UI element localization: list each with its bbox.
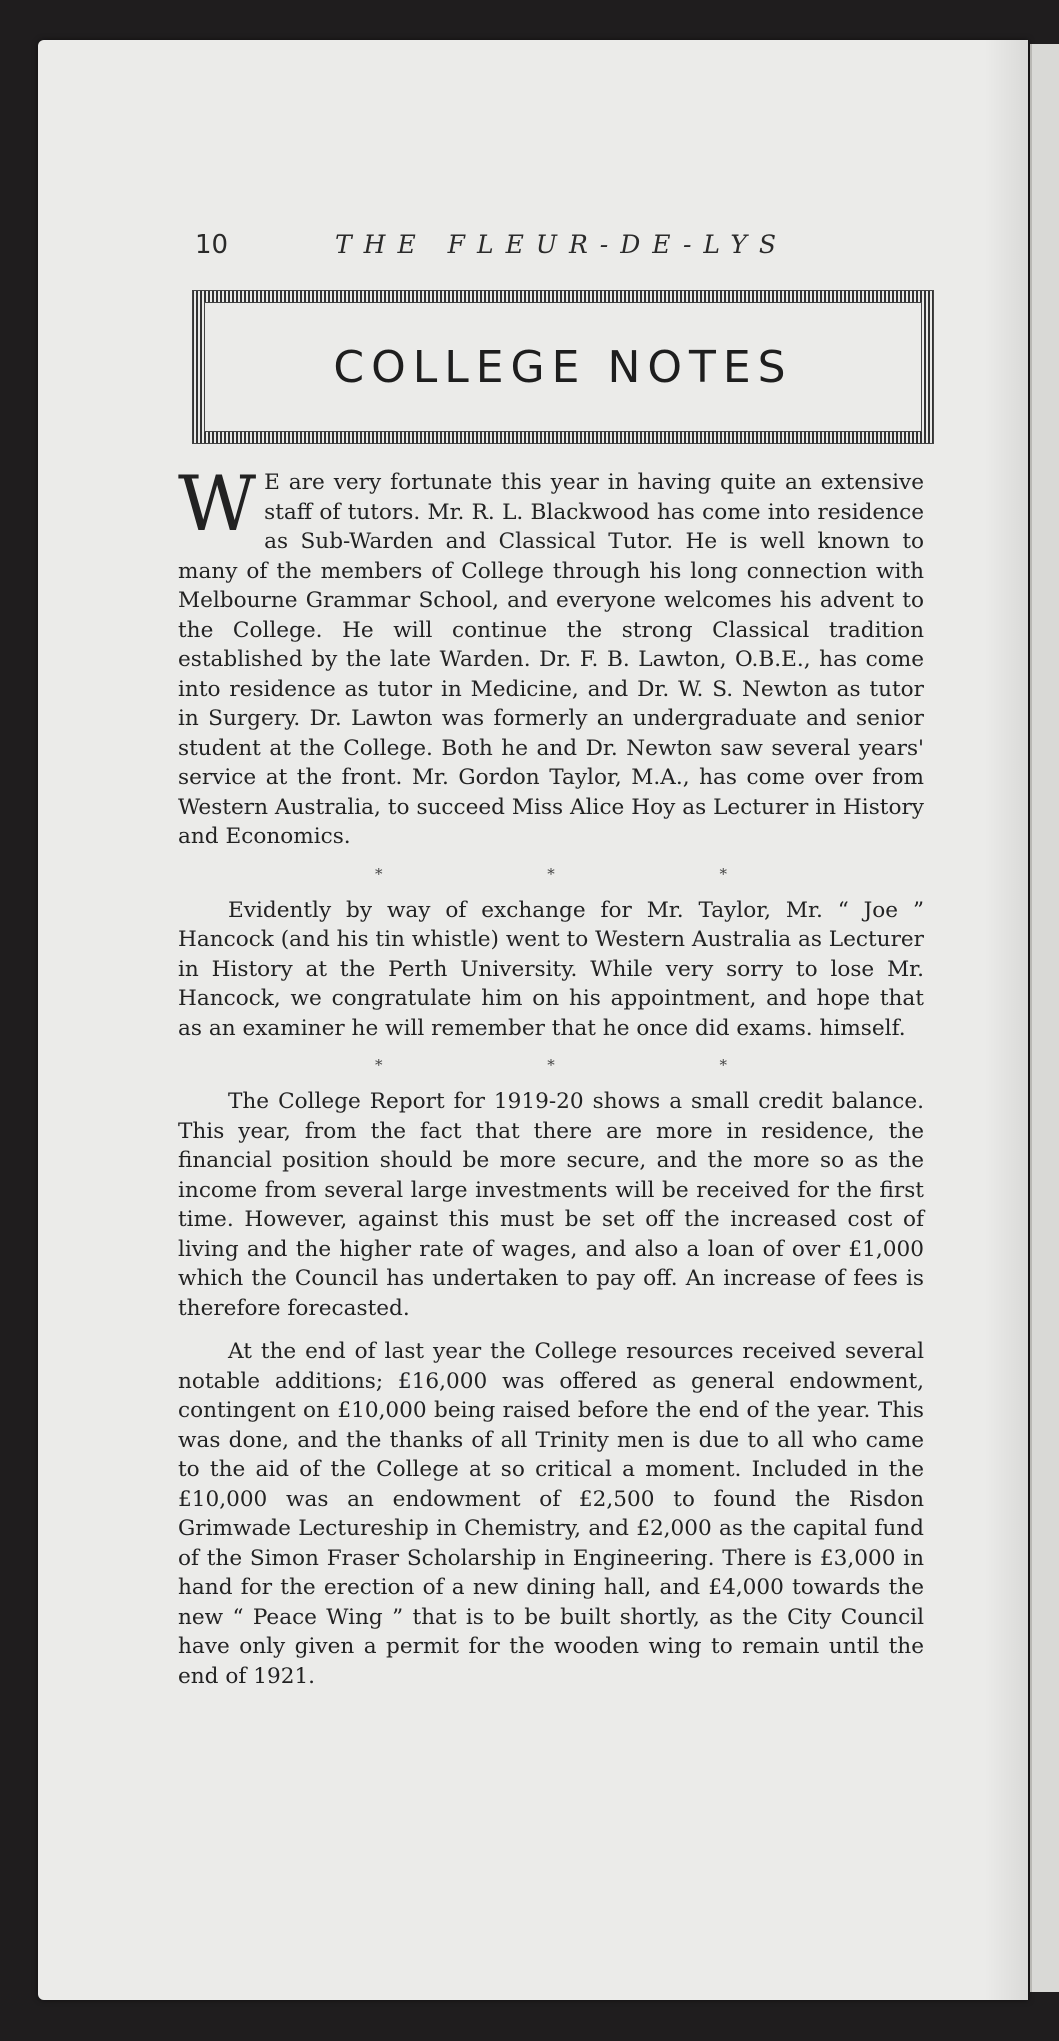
paragraph-report: The College Report for 1919-20 shows a small credit balance. This year, from the fact that there are more in residence, the financial position should be more secure, and the more so as the income from several large investments will be received for the first time. However, against this must be set off the increased cost of living and the higher rate of wages, and also a loan of over £1,000 which the Council has undertaken to pay off. An increase of fees is therefore forecasted.: [178, 1089, 924, 1321]
running-head: [195, 230, 935, 264]
paragraph-staff-text: E are very fortunate this year in having quite an extensive staff of tutors. Mr. R. L. Blackwood has come into residence as Sub-Warden and Classical Tutor. He is well known to many of the members of College through his long connection with Melbourne Grammar School, and everyone welcomes his advent to the College. He will continue the strong Classical tradition established by the late Warden. Dr. F. B. Lawton, O.B.E., has come into residence as tutor in Medicine, and Dr. W. S. Newton as tutor in Surgery. Dr. Lawton was formerly an undergraduate and senior student at the College. Both he and Dr. Newton saw several years' service at the front. Mr. Gordon Taylor, M.A., has come over from Western Australia, to succeed Miss Alice Hoy as Lecturer in History and Economics.: [178, 470, 924, 849]
page-number: 10: [195, 230, 229, 260]
section-separator: * * *: [374, 864, 808, 883]
journal-title: THE FLEUR-DE-LYS: [335, 230, 789, 259]
section-title: COLLEGE NOTES: [333, 341, 793, 393]
page-gutter-shadow: [985, 40, 1030, 2000]
paragraph-resources: At the end of last year the College resources received several notable additions; £16,000 was offered as general endowment, contingent on £10,000 being raised before the end of the year. This was done, and the thanks of all Trinity men is due to all who came to the aid of the College at so critical a moment. Included in the £10,000 was an endowment of £2,500 to found the Risdon Grimwade Lectureship in Chemistry, and £2,000 as the capital fund of the Simon Fraser Scholarship in Engineering. There is £3,000 in hand for the erection of a new dining hall, and £4,000 towards the new “ Peace Wing ” that is to be built shortly, as the City Council have only given a permit for the wooden wing to remain until the end of 1921.: [178, 1339, 924, 1689]
section-title-frame: [192, 290, 934, 444]
paragraph-staff: [178, 459, 924, 852]
section-separator-2: * * *: [374, 1056, 808, 1074]
facing-page-edge: [1030, 44, 1059, 1992]
drop-cap: W: [178, 459, 257, 548]
paragraph-hancock: Evidently by way of exchange for Mr. Taylor, Mr. “ Joe ” Hancock (and his tin whistle) went to Western Australia as Lecturer in History at the Perth University. While very sorry to lose Mr. Hancock, we congratulate him on his appointment, and hope that as an examiner he will remember that he once did exams. himself.: [178, 897, 924, 1041]
article-body: [178, 459, 924, 1691]
